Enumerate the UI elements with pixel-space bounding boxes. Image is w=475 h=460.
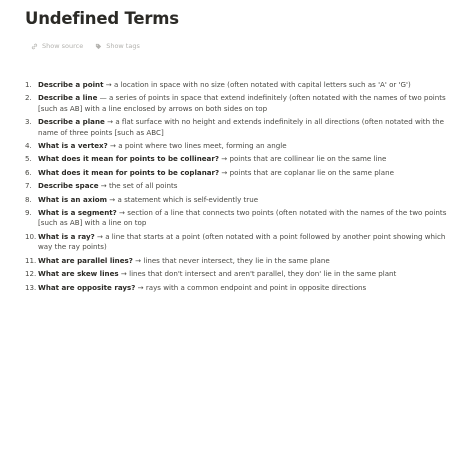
- list-item: [25, 256, 461, 266]
- show-tags-label: Show tags: [106, 42, 140, 50]
- terms-list: [25, 80, 461, 293]
- show-source-label: Show source: [42, 42, 84, 50]
- item-body: [38, 154, 461, 164]
- item-definition: the set of all points: [109, 181, 178, 191]
- dash-separator: —: [99, 93, 107, 103]
- item-term: What is a ray?: [38, 231, 95, 241]
- item-definition: a line that starts at a point (often notated with a point followed by another point showing which way the ray points): [38, 231, 446, 252]
- item-definition: lines that never intersect, they lie in the same plane: [143, 255, 330, 265]
- item-number: 9.: [25, 208, 32, 218]
- item-body: [38, 93, 461, 114]
- item-number: 4.: [25, 141, 32, 151]
- item-number: 2.: [25, 93, 32, 103]
- item-number: 6.: [25, 167, 32, 177]
- item-definition: section of a line that connects two points (often notated with the names of the two points [such as AB] with a line on top: [38, 208, 447, 228]
- list-item: [25, 93, 461, 114]
- item-body: [38, 269, 461, 279]
- arrow-separator: →: [105, 80, 112, 89]
- item-term: Describe a line: [38, 93, 98, 103]
- item-body: [38, 256, 461, 266]
- page-meta-bar: [25, 40, 475, 52]
- list-item: [25, 232, 461, 253]
- list-item: [25, 283, 461, 293]
- arrow-separator: →: [137, 282, 144, 292]
- item-body: [38, 181, 461, 191]
- item-number: 8.: [25, 194, 32, 204]
- item-term: What does it mean for points to be collinear?: [38, 154, 219, 164]
- item-term: What are skew lines: [38, 269, 119, 279]
- item-number: 10.: [25, 231, 37, 241]
- item-body: [38, 283, 461, 293]
- show-source-button[interactable]: [31, 42, 83, 50]
- item-definition: lines that don't intersect and aren't parallel, they don' lie in the same plant: [129, 269, 397, 279]
- item-term: What is a segment?: [38, 208, 117, 218]
- arrow-separator: →: [135, 255, 142, 265]
- arrow-separator: →: [100, 181, 107, 191]
- item-number: 12.: [25, 269, 37, 279]
- list-item: [25, 141, 461, 151]
- list-item: [25, 181, 461, 191]
- item-definition: a statement which is self-evidently true: [117, 194, 259, 204]
- item-body: [38, 232, 461, 253]
- arrow-separator: →: [109, 194, 116, 204]
- arrow-separator: →: [120, 269, 127, 279]
- item-definition: a flat surface with no height and extends indefinitely in all directions (often notated with the name of three points [such as ABC]: [38, 117, 444, 137]
- item-definition: a point where two lines meet, forming an angle: [118, 141, 287, 151]
- tag-icon: [95, 43, 102, 50]
- item-body: [38, 80, 461, 90]
- arrow-separator: →: [221, 167, 228, 177]
- item-definition: points that are coplanar lie on the same plane: [229, 167, 394, 177]
- list-item: [25, 195, 461, 205]
- item-body: [38, 141, 461, 151]
- item-body: [38, 195, 461, 205]
- item-term: Describe space: [38, 181, 99, 191]
- list-item: [25, 154, 461, 164]
- item-term: What is an axiom: [38, 194, 108, 204]
- item-number: 5.: [25, 154, 32, 164]
- list-item: [25, 168, 461, 178]
- item-number: 11.: [25, 255, 37, 265]
- list-item: [25, 80, 461, 90]
- item-term: What is a vertex?: [38, 141, 108, 151]
- show-tags-button[interactable]: [95, 42, 140, 50]
- item-definition: points that are collinear lie on the same line: [229, 154, 387, 164]
- item-definition: rays with a common endpoint and point in opposite directions: [145, 282, 367, 292]
- arrow-separator: →: [119, 208, 125, 218]
- item-number: 1.: [25, 80, 32, 89]
- item-number: 13.: [25, 282, 37, 292]
- arrow-separator: →: [96, 231, 103, 241]
- item-number: 7.: [25, 181, 32, 191]
- list-item: [25, 117, 461, 138]
- item-term: Describe a point: [38, 80, 104, 89]
- item-number: 3.: [25, 117, 32, 127]
- list-item: [25, 208, 461, 229]
- item-definition: a series of points in space that extend indefinitely (often notated with the names of two points [such as AB] with a line enclosed by arrows on both sides on top: [38, 93, 446, 113]
- link-icon: [31, 43, 38, 50]
- arrow-separator: →: [221, 154, 228, 164]
- item-term: Describe a plane: [38, 117, 105, 127]
- item-term: What are parallel lines?: [38, 255, 133, 265]
- page-title: Undefined Terms: [25, 9, 179, 28]
- item-body: [38, 168, 461, 178]
- item-body: [38, 117, 461, 138]
- list-item: [25, 269, 461, 279]
- item-definition: a location in space with no size (often notated with capital letters such as 'A' or 'G'): [113, 80, 411, 89]
- item-body: [38, 208, 461, 229]
- arrow-separator: →: [110, 141, 116, 151]
- item-term: What does it mean for points to be coplanar?: [38, 167, 220, 177]
- item-term: What are opposite rays?: [38, 282, 136, 292]
- arrow-separator: →: [107, 117, 114, 127]
